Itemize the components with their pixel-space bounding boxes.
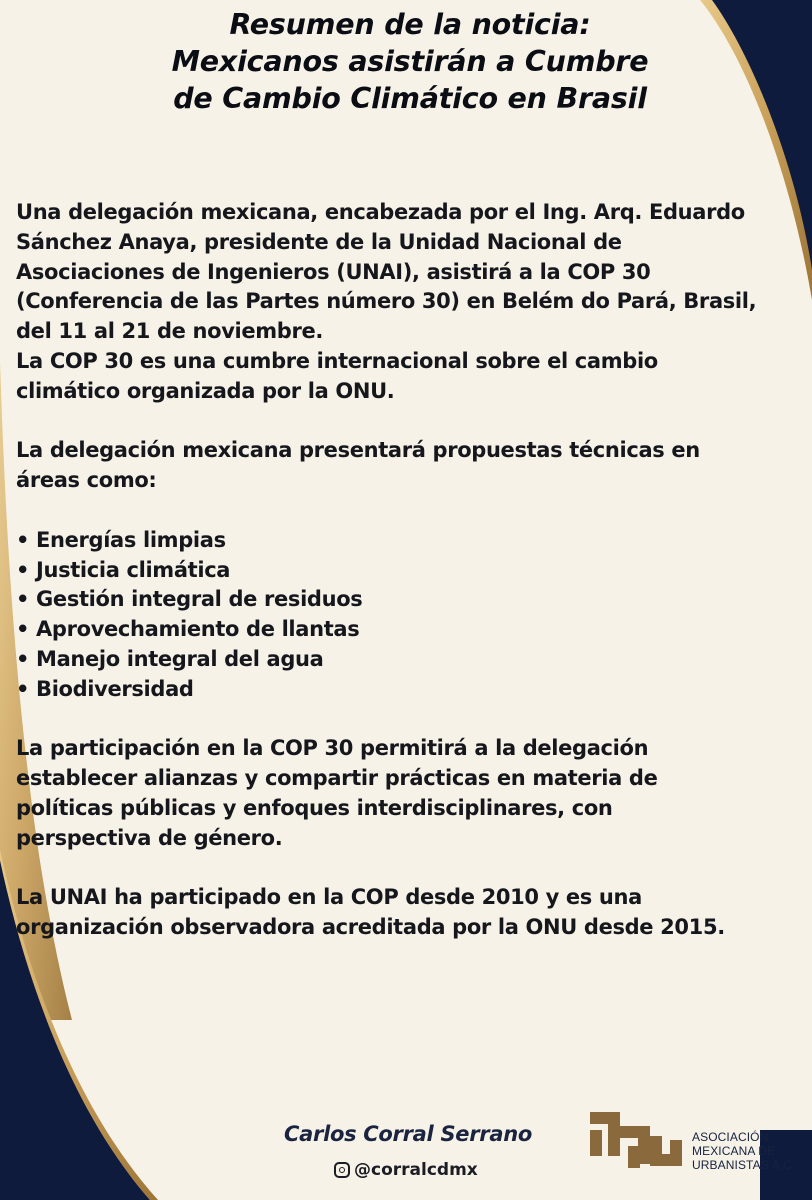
paragraph1-line: Una delegación mexicana, encabezada por el Ing. Arq. Eduardo <box>16 200 745 224</box>
bullet-item: • Gestión integral de residuos <box>16 587 363 612</box>
logo-text-line: URBANISTAS A.C. <box>692 1158 796 1172</box>
paragraph2-line: áreas como: <box>16 468 157 493</box>
title-line: de Cambio Climático en Brasil <box>173 82 647 115</box>
paragraph1-line: La COP 30 es una cumbre internacional sobre el cambio <box>16 348 658 373</box>
bullet-item: • Biodiversidad <box>16 676 194 701</box>
paragraph1-line: Asociaciones de Ingenieros (UNAI), asistirá a la COP 30 <box>16 259 651 284</box>
instagram-icon <box>334 1162 350 1178</box>
title-line: Resumen de la noticia: <box>229 8 591 41</box>
paragraph1-line: Sánchez Anaya, presidente de la Unidad Nacional de <box>16 229 622 254</box>
logo-text-line: ASOCIACIÓN <box>692 1130 769 1144</box>
author-name: Carlos Corral Serrano <box>284 1122 532 1146</box>
paragraph3-line: políticas públicas y enfoques interdisciplinares, con <box>16 795 613 820</box>
handle-text: @corralcdmx <box>354 1160 478 1180</box>
amu-logo-icon <box>588 1106 684 1168</box>
paragraph3-line: establecer alianzas y compartir prácticas en materia de <box>16 766 658 791</box>
bullet-item: • Manejo integral del agua <box>16 646 324 671</box>
logo-text <box>692 1130 795 1172</box>
paragraph4-line: organización observadora acreditada por la ONU desde 2015. <box>16 915 725 940</box>
social-handle[interactable] <box>334 1160 478 1180</box>
logo-text-line: MEXICANA DE <box>692 1144 776 1158</box>
paragraph2-line: La delegación mexicana presentará propuestas técnicas en <box>16 438 700 463</box>
article-body <box>16 198 812 943</box>
page-title <box>110 6 710 117</box>
bullet-item: • Aprovechamiento de llantas <box>16 617 360 642</box>
paragraph3-line: La participación en la COP 30 permitirá a la delegación <box>16 736 649 761</box>
title-line: Mexicanos asistirán a Cumbre <box>171 45 649 78</box>
bullet-item: • Energías limpias <box>16 527 226 552</box>
paragraph4-line: La UNAI ha participado en la COP desde 2010 y es una <box>16 885 642 910</box>
paragraph3-line: perspectiva de género. <box>16 825 283 850</box>
paragraph1-line: (Conferencia de las Partes número 30) en Belém do Pará, Brasil, <box>16 289 757 314</box>
paragraph1-line: del 11 al 21 de noviembre. <box>16 319 324 344</box>
bullet-item: • Justicia climática <box>16 557 231 582</box>
paragraph1-line: climático organizada por la ONU. <box>16 378 395 403</box>
